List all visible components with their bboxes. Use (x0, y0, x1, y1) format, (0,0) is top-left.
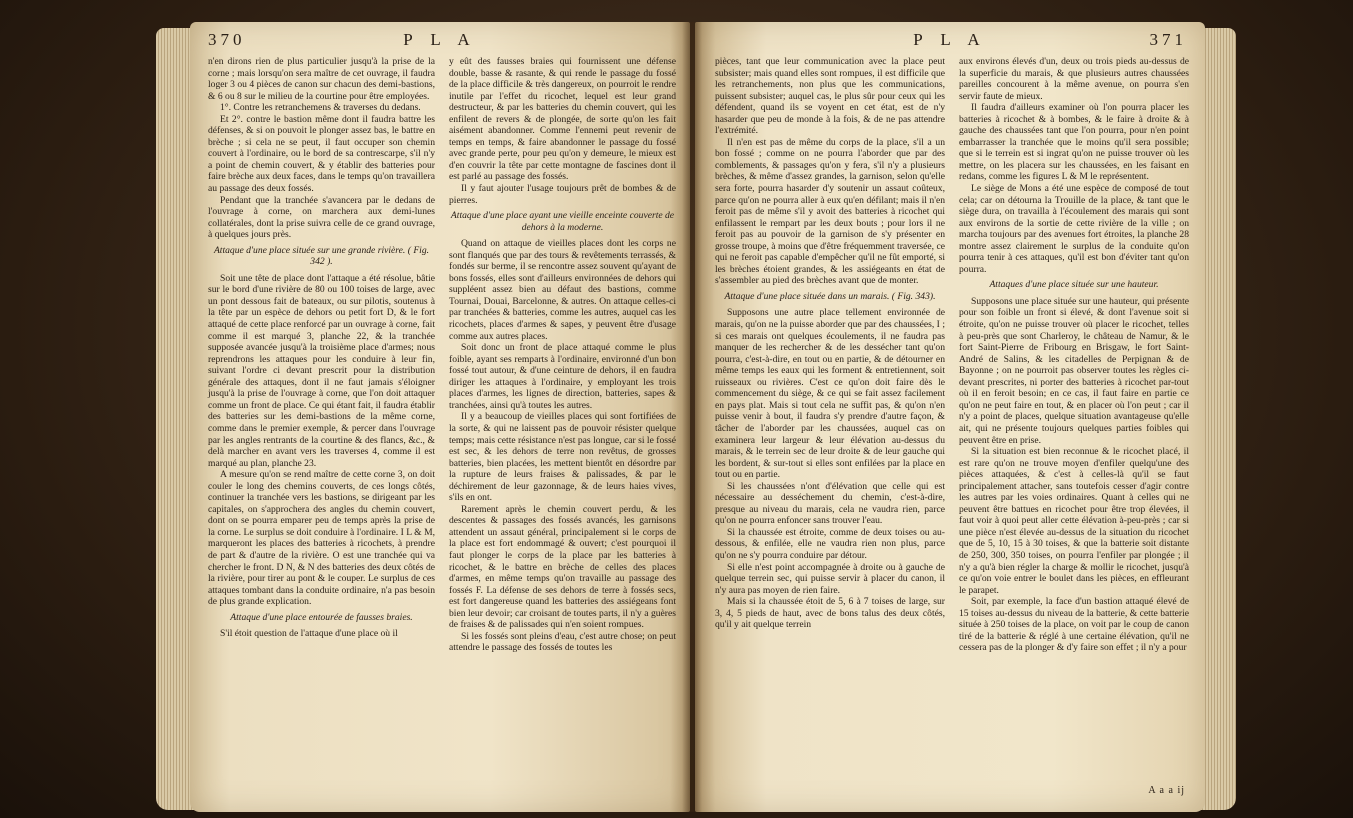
text-paragraph: Rarement après le chemin couvert perdu, & les descentes & passages des fossés avancés, les garnisons attendent un assaut général, principalement si le corps de la place est fort endommagé & ouvert; c'est pourquoi il faut plonger le corps de la place par les batteries à ricochet, & le battre en brèche de celles des places d'armes, en même temps qu'on travaille au passage des fossés F. La défense de ses dehors de terre à fossés secs, est fort dangereuse quand les batteries des assiégeans font bien leur devoir; car croisant de toutes parts, il n'y a guères de fraises & de palissades qui n'en soient rompues. (449, 503, 676, 631)
left-running-title: P L A (403, 30, 477, 49)
right-column-2 (959, 56, 1189, 802)
text-paragraph: Si les fossés sont pleins d'eau, c'est autre chose; on peut attendre le passage des fossés de toutes les (449, 630, 676, 654)
text-paragraph: Mais si la chaussée étoit de 5, 6 à 7 toises de large, sur 3, 4, 5 pieds de haut, avec de bons talus des deux côtés, qu'il y ait quelque terrein (715, 596, 945, 631)
right-column-1 (715, 56, 945, 802)
signature-mark: A a a ij (1148, 785, 1185, 796)
right-page-columns (715, 56, 1189, 802)
text-paragraph: Il y a beaucoup de vieilles places qui sont fortifiées de la sorte, & qui ne laissent pas de pouvoir résister quelque temps; mais cette résistance n'est pas longue, car si le fossé est sec, & les dehors de terre non revêtus, de grosses batteries, bien placées, les mettent bientôt en désordre par la rupture de leurs fraises & palissades, & par le déchirement de leur gazonnage, & de leurs haies vives, s'ils en ont. (449, 411, 676, 504)
right-running-title: P L A (913, 30, 987, 49)
right-page-number: 371 (1149, 30, 1187, 49)
text-paragraph: Il faudra d'ailleurs examiner où l'on pourra placer les batteries à ricochet & à bombes, & le faire à droite & à gauche des chaussées tant que l'on pourra, pour n'en point embarrasser la tranchée que le moins qu'il sera possible; que si le terrein est si ingrat qu'on ne puisse trouver où les mettre, on les placera sur les chaussées, en les faisant en redans, comme les figures L & M le représentent. (959, 102, 1189, 183)
left-column-2 (449, 56, 676, 802)
text-paragraph: aux environs élevés d'un, deux ou trois pieds au-dessus de la superficie du marais, & que plusieurs autres chaussées pareilles concourent à la même avenue, on pourra s'en servir faute de mieux. (959, 56, 1189, 102)
text-paragraph: Et 2°. contre le bastion même dont il faudra battre les défenses, & si on pouvoit le plonger assez bas, le battre en brèche ; si cela ne se peut, il faut occuper son chemin couvert à l'ordinaire, ou le bord de sa contrescarpe, s'il n'y a point de chemin couvert, & y établir des batteries pour faire brèche aux deux faces, dans le temps qu'on travaillera au passage des deux fossés. (208, 113, 435, 195)
section-heading: Attaque d'une place ayant une vieille enceinte couverte de dehors à la moderne. (450, 210, 675, 233)
book-gutter (682, 22, 702, 812)
text-paragraph: Pendant que la tranchée s'avancera par le dedans de l'ouvrage à corne, on marchera aux demi-lunes collatérales, dont la prise suivra celle de ce grand ouvrage, à quelques jours près. (208, 194, 435, 241)
text-paragraph: y eût des fausses braies qui fournissent une défense double, basse & rasante, & qui rende le passage du fossé de la place difficile & très dangereux, on pourroit le rendre inutile par l'effet du ricochet, lequel est leur grand destructeur, & par les batteries du chemin couvert, qui les enfilent de revers & de plongée, de sorte qu'on les fait aisément abandonner. Comme l'ennemi peut revenir de temps en temps, & faire abandonner le passage du fossé avec grande perte, pour peu qu'on y demeure, le mieux est d'en couvrir la tête par cette montagne de fascines dont il est parlé au passage des fossés. (449, 56, 676, 183)
section-heading: Attaque d'une place située sur une grande rivière. ( Fig. 342 ). (213, 244, 430, 268)
left-page-edges (156, 28, 194, 810)
text-paragraph: Soit une tête de place dont l'attaque a été résolue, bâtie sur le bord d'une rivière de 80 ou 100 toises de large, avec un pont dessous fait de bateaux, ou sur pilotis, soutenus à la tête par un espèce de dehors ou petit fort D, & le fort attaqué de cette place renforcé par un ouvrage à corne, fait comme il est marqué 3, planche 22, & la tranchée supposée avancée jusqu'à la troisième place d'armes; nous reprendrons les attaques pour les conduire à leur fin, suivant l'ordre ci devant prescrit pour la distribution générale des attaques, dont il ne faut jamais s'éloigner jusqu'à la prise de l'ouvrage à corne, que l'on doit attaquer comme un front de place. Ce qui étant fait, il faudra établir des batteries sur les demi-bastions de la même corne, comme dans le premier exemple, & percer dans l'ouvrage par les angles rentrants de la courtine & des flancs, &c., & delà marcher en avant vers les traverses 4, comme il est marqué au plan, planche 23. (208, 272, 435, 469)
right-page-edges (1200, 28, 1236, 810)
text-paragraph: S'il étoit question de l'attaque d'une place où il (220, 628, 398, 640)
text-paragraph: Soit, par exemple, la face d'un bastion attaqué élevé de 15 toises au-dessus du niveau de la batterie, & cette batterie située à 250 toises de la place, on voit par le coup de canon tiré de la batterie & réglé à une certaine élévation, qu'il ne cessera pas de la plonger & d'y faire son effet ; il n'y a pour (959, 596, 1189, 654)
text-paragraph: 1°. Contre les retranchemens & traverses du dedans. (220, 102, 421, 114)
text-paragraph: Supposons une autre place tellement environnée de marais, qu'on ne la puisse aborder que par des chaussées, I ; si ces marais ont quelques écoulements, il ne faudra pas manquer de les rechercher & de les dessécher tant qu'on pourra, c'est-à-dire, en tout ou en partie, & de détourner en même temps les eaux qui les forment & entretiennent, soit ruisseaux ou rivières. C'est ce qu'on doit faire dès le commencement du siège, & ce qui se fait assez facilement en pays plat. Mais si tout cela ne suffit pas, & qu'on n'en puisse venir à bout, il faudra s'y prendre d'autre façon, & tâcher de l'aborder par les chaussées, auquel cas on examinera leur largeur & leur élévation au-dessus du marais, & le terrein sec de leur droite & de leur gauche qui les bordent, & sur-tout si elles sont enfilées par la place en tout ou en partie. (715, 307, 945, 481)
section-heading: Attaque d'une place entourée de fausses braies. (230, 611, 413, 623)
section-heading: Attaques d'une place située sur une hauteur. (989, 279, 1159, 291)
text-paragraph: Supposons une place située sur une hauteur, qui présente pour son foible un front si élevé, & dont l'avenue soit si étroite, qu'on ne puisse trouver où placer le ricochet, telles à peu-près que sont Charleroy, le château de Namur, & le fort Saint-Pierre de Fribourg en Brisgaw, le fort Saint-André de Salins, & les citadelles de Perpignan & de Bayonne ; on ne pourroit pas observer toutes les règles ci-devant prescrites, ni porter des batteries à ricochet par-tout où il en feroit besoin; en ce cas, il faut faire en partie ce qu'on ne peut faire en tout, & en placer où l'on peut ; car il n'y a point de places, quelque situation avantageuse qu'elle ait, qui ne présente toujours quelques parties foibles qui peuvent être en prise. (959, 295, 1189, 446)
left-page-number: 370 (208, 30, 246, 49)
left-page-columns (208, 56, 676, 802)
text-paragraph: Si les chaussées n'ont d'élévation que celle qui est nécessaire au desséchement du chemin, c'est-à-dire, presque au niveau du marais, cela ne vaudra rien, parce qu'on ne pourra enfoncer sans trouver l'eau. (715, 480, 945, 527)
right-page-header (711, 30, 1189, 50)
text-paragraph: Si la situation est bien reconnue & le ricochet placé, il est rare qu'on ne trouve moyen d'enfiler quelqu'une des pièces attaquées, & c'est à celles-là qu'il se faut principalement attacher, sans toutefois cesser d'agir contre les autres par les voies ordinaires. Quant à celles qui ne peuvent être battues en ricochet pour être trop élevées, il faut voir à quoi peut aller cette élévation à-peu-près ; car si une pièce n'est élevée au-dessus de la situation du ricochet que de 5, 10, 15 à 30 toises, & que la batterie soit distante de 250, 300, 350 toises, on pourra l'enfiler par plongée ; il n'y a qu'à bien régler la charge & mollir le ricochet, jusqu'à ce qu'on voie entrer le boulet dans les pièces, en effleurant le parapet. (959, 446, 1189, 596)
text-paragraph: pièces, tant que leur communication avec la place peut subsister; mais quand elles sont rompues, il est difficile que les retranchements, non plus que les communications, puissent subsister; auquel cas, le plus sûr pour ceux qui les défendent, quand ils se voyent en cet état, est de n'y hasarder que peu de monde à la fois, & de ne pas attendre l'extrémité. (715, 56, 945, 137)
text-paragraph: Si elle n'est point accompagnée à droite ou à gauche de quelque terrein sec, qui puisse servir à placer du canon, il n'y aura pas moyen de rien faire. (715, 561, 945, 596)
text-paragraph: Soit donc un front de place attaqué comme le plus foible, ayant ses remparts à l'ordinaire, environné d'un bon fossé tout autour, & d'une ceinture de dehors, il en faudra diriger les attaques à l'ordinaire, y employant les trois places d'armes, les lignes de direction, batteries, sapes & tranchées, ainsi qu'à toutes les autres. (449, 342, 676, 411)
text-paragraph: Il n'en est pas de même du corps de la place, s'il a un bon fossé ; comme on ne pourra l'aborder que par des comblements, & passages qu'on y fera, s'il n'y a plusieurs brèches, & même d'assez grandes, la garnison, selon qu'elle sera forte, pourra hasarder d'y soutenir un assaut coûteux, parce qu'on ne pourra aller à eux qu'en défilant; mais il n'en feroit pas de même s'il y avoit des batteries à ricochet qui enfilassent le rempart par les deux bouts ; pour lors il ne feroit pas au pouvoir de la garnison de s'y présenter en grosse troupe, à moins que d'être fréquemment traversée, ce qui ne feroit pas capable d'empêcher qu'il ne fût emporté, si les brèches étoient grandes, & les assiégeants en état de s'assembler au pied des brèches avant que de monter. (715, 136, 945, 287)
left-page (190, 22, 690, 812)
left-column-1 (208, 56, 435, 802)
text-paragraph: Si la chaussée est étroite, comme de deux toises ou au-dessous, & enfilée, elle ne vaudra rien non plus, parce qu'on ne s'y pourra conduire par détour. (715, 526, 945, 561)
text-paragraph: Quand on attaque de vieilles places dont les corps ne sont flanqués que par des tours & revêtements terrassés, & fondés sur berme, il se rencontre assez souvent qu'ayant de bons fossés, elles sont d'ailleurs environnées de dehors qui suppléent assez bien au défaut des bastions, comme Tournai, Douai, Barcelonne, & autres. On attaque celles-ci par tranchées & batteries, comme les autres, auquel cas les ricochets, places d'armes & sapes, y peuvent être d'usage comme aux autres places. (449, 238, 676, 342)
text-paragraph: A mesure qu'on se rend maître de cette corne 3, on doit couler le long des chemins couverts, de ces longs côtés, continuer la tranchée vers les bastions, se dirigeant par les capitales, on s'approchera des angles du chemin couvert, dont on se pourra emparer peu de temps après la prise de la corne. Le surplus se doit conduire à l'ordinaire. I L & M, marqueront les places des batteries à ricochets, à prendre de part & d'autre de la rivière. O est une tranchée qui va chercher le front. D N, & N des batteries des deux côtés de la rivière, pour tirer au pont & le couper. Le surplus de ces attaques tombant dans la conduite ordinaire, n'a pas besoin de plus grande explication. (208, 469, 435, 608)
text-paragraph: Il y faut ajouter l'usage toujours prêt de bombes & de pierres. (449, 183, 676, 206)
text-paragraph: Le siège de Mons a été une espèce de composé de tout cela; car on détourna la Trouille de la place, & tant que le siège dura, on travailla à l'écoulement des marais qui sont aux environs de la sortie de cette rivière de la ville ; on marcha toujours par des avenues fort étroites, la planche 28 montre assez clairement le surplus de la conduite qu'on pourra tenir à ces attaques, qu'il est bon d'éviter tant qu'on pourra. (959, 183, 1189, 275)
text-paragraph: n'en dirons rien de plus particulier jusqu'à la prise de la corne ; mais lorsqu'on sera maître de cet ouvrage, il faudra loger 3 ou 4 pièces de canon sur chacun des demi-bastions, & 6 ou 8 sur le milieu de la courtine pour être employées. (208, 56, 435, 102)
section-heading: Attaque d'une place située dans un marais. ( Fig. 343). (724, 290, 936, 302)
open-book (150, 8, 1240, 813)
left-page-header (206, 30, 674, 50)
right-page (695, 22, 1205, 812)
